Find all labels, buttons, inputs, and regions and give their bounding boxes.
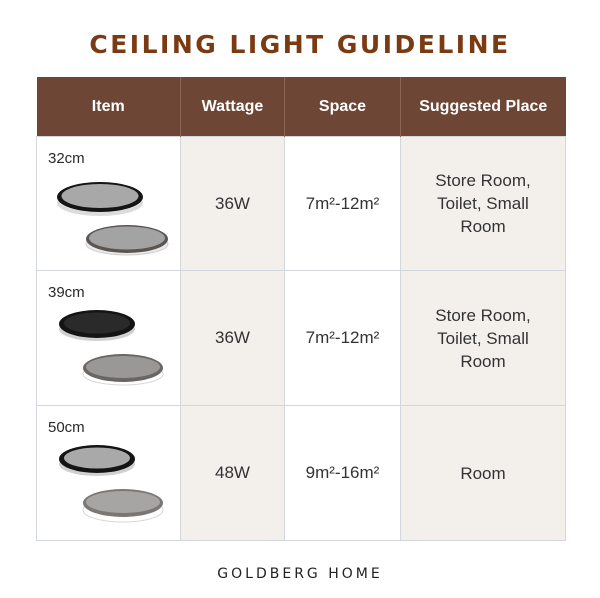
place-text: Store Room, Toilet, Small Room: [435, 171, 531, 236]
page-title: CEILING LIGHT GUIDELINE: [89, 30, 511, 59]
wattage-cell: 36W: [181, 271, 285, 406]
guideline-table: [36, 77, 566, 541]
wattage-cell: 36W: [181, 137, 285, 271]
ceiling-light-icon: [37, 137, 181, 271]
item-cell: [37, 271, 181, 406]
place-cell: [401, 406, 566, 541]
space-cell: 9m²-16m²: [285, 406, 401, 541]
ceiling-light-icon: [37, 406, 181, 540]
header-wattage: Wattage: [181, 77, 285, 137]
header-item: Item: [37, 77, 181, 137]
table-header-row: [37, 77, 566, 137]
item-size: 32cm: [48, 150, 85, 167]
brand-name: GOLDBERG HOME: [217, 566, 383, 582]
item-cell: [37, 137, 181, 271]
wattage-cell: 48W: [181, 406, 285, 541]
space-cell: 7m²-12m²: [285, 137, 401, 271]
item-cell: [37, 406, 181, 541]
place-cell: [401, 137, 566, 271]
table-row: [37, 137, 566, 271]
table-row: [37, 271, 566, 406]
item-size: 39cm: [48, 284, 85, 301]
table-row: [37, 406, 566, 541]
place-text: Store Room, Toilet, Small Room: [435, 305, 531, 371]
place-cell: [401, 271, 566, 406]
space-cell: 7m²-12m²: [285, 271, 401, 406]
header-space: Space: [285, 77, 401, 137]
item-size: 50cm: [48, 419, 85, 436]
ceiling-light-icon: [37, 271, 181, 405]
place-text: Room: [460, 463, 506, 483]
header-suggested-place: Suggested Place: [401, 77, 566, 137]
